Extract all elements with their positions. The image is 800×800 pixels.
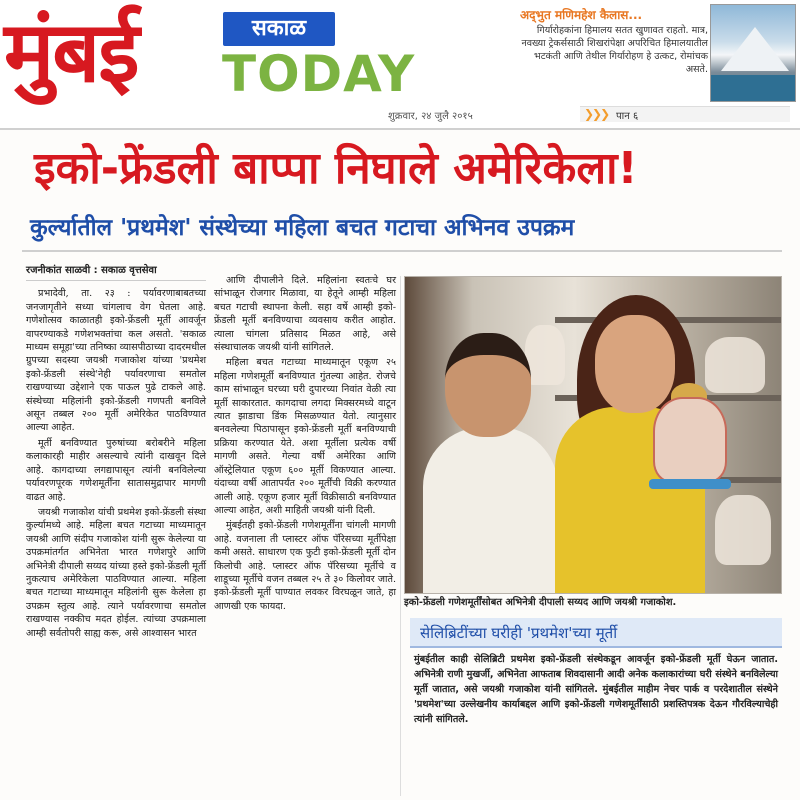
idol-shape <box>525 325 565 385</box>
byline: रजनीकांत साळवी : सकाळ वृत्तसेवा <box>26 264 206 281</box>
page-indicator <box>580 106 790 122</box>
edition-title: TODAY <box>222 45 416 103</box>
idol-shape <box>705 337 765 393</box>
paragraph: मुंबईतही इको-फ्रेंडली गणेशमूर्तींना चांगली मागणी आहे. वजनाला ती प्लास्टर ऑफ पॅरिसच्या मूर्तीपेक्षा कमी असते. साधारण एक फुटी इको-फ्रेंडली मूर्ती दोन किलोची आहे. प्लास्टर ऑफ पॅरिसच्या मूर्तीचे व शाडूच्या मूर्तीचे वजन तब्बल २५ ते ३० किलोवर जाते. इको-फ्रेंडली मूर्ती पाण्यात लवकर विरघळून जाते, हा आणखी एक फायदा. <box>214 520 396 612</box>
ganesha-idol-shape <box>653 397 727 483</box>
text-column-1 <box>26 264 206 642</box>
photo-caption: इको-फ्रेंडली गणेशमूर्तींसोबत अभिनेत्री दीपाली सय्यद आणि जयश्री गजाकोश. <box>404 597 677 608</box>
paragraph: मूर्ती बनविण्यात पुरुषांच्या बरोबरीने महिला कलाकारही माहीर असल्याचे त्यांनी दाखवून दिले आहे. कागदाच्या लगद्यापासून त्यांनी बनविलेल्या पर्यावरणपूरक गणेशमूर्तींना सातासमुद्रापार मागणी वाढत आहे. <box>26 437 206 503</box>
teaser-text: गिर्यारोहकांना हिमालय सतत खुणावत राहतो. मात्र, नवख्या ट्रेकर्ससाठी शिखरांपेक्षा अपरिचित हिमालयातील भटकंती आणि तेथील गिर्यारोहण हे उत्कट, रोमांचक असते. <box>521 25 708 75</box>
article-photo[interactable] <box>404 276 782 594</box>
person-shape <box>423 427 558 594</box>
sidebar-text: मुंबईतील काही सेलिब्रिटी प्रथमेश इको-फ्रेंडली संस्थेकडून आवर्जून इको-फ्रेंडली मूर्ती घेऊन जातात. अभिनेत्री राणी मुखर्जी, अभिनेता आफताब शिवदासानी आदी अनेक कलाकारांच्या घरी संस्थेने बनविलेल्या मूर्ती जातात, असे जयश्री गजाकोश यांनी सांगितले. मुंबईतील माहीम नेचर पार्क व परदेशातील संस्थेने 'प्रथमेश'च्या उल्लेखनीय कार्याबद्दल आणि इको-फ्रेंडली गणेशमूर्तींसाठी प्रशस्तिपत्रक देऊन गौरविल्याचेही त्यांनी सांगितले. <box>414 654 778 725</box>
city-logo: मुंबई <box>4 3 138 101</box>
mountain-peak-shape <box>721 27 789 71</box>
paragraph: प्रभादेवी, ता. २३ : पर्यावरणाबाबतच्या जनजागृतीने सध्या चांगलाच वेग घेतला आहे. गणेशोत्सव काळातही इको-फ्रेंडली मूर्ती आवर्जून वापरण्याकडे गणेशभक्तांचा कल असतो. 'सकाळ माध्यम समूहा'च्या तनिष्का व्यासपीठाच्या दादरमधील ग्रुपच्या सदस्या जयश्री गजाकोश यांच्या 'प्रथमेश इको-फ्रेंडली संस्थे'नेही पर्यावरणाचा समतोल राखण्याच्या उद्देशाने एक पाऊल पुढे टाकले आहे. संस्थेच्या महिलांनी इको-फ्रेंडली गणपती बनविले असून तब्बल २०० मूर्ती अमेरिकेत पाठविण्यात आल्या आहेत. <box>26 288 206 434</box>
person-head-shape <box>595 315 675 413</box>
lake-shape <box>711 75 795 101</box>
column-divider <box>400 276 401 796</box>
paragraph: आणि दीपालीने दिले. महिलांना स्वतःचे घर सांभाळून रोजगार मिळावा, या हेतूने आम्ही महिला बचत गटाची स्थापना केली. सहा वर्षे आम्ही इको-फ्रेंडली मूर्ती बनविण्याचा व्यवसाय करीत आहोत. त्याला चांगला प्रतिसाद मिळत आहे, असे संस्थाचालक जयश्री यांनी सांगितले. <box>214 275 396 354</box>
divider <box>22 250 782 252</box>
idol-shape <box>715 495 771 565</box>
paragraph: महिला बचत गटाच्या माध्यमातून एकूण २५ महिला गणेशमूर्ती बनविण्यात गुंतल्या आहेत. रोजचे काम सांभाळून घरच्या घरी दुपारच्या निवांत वेळी त्या मूर्ती साकारतात. कागदाचा लगदा मिक्सरमध्ये वाटून त्यात झाडाचा डिंक मिसळण्यात येतो. त्यानुसार बनवलेल्या पिठापासून इको-फ्रेंडली मूर्ती बनविण्याची प्रक्रिया करण्यात येते. अशा मूर्तीला प्रत्येक वर्षी मागणी असते. गेल्या वर्षी अमेरिका आणि ऑस्ट्रेलियात एकूण ६०० मूर्ती विकण्यात आल्या. यंदाच्या वर्षी आतापर्यंत २०० मूर्तींची विक्री करण्यात आली आहे. एकूण हजार मूर्ती विक्रीसाठी बनविण्यात आल्या आहेत, अशी माहिती जयश्री यांनी दिली. <box>214 357 396 516</box>
person-head-shape <box>445 333 531 437</box>
brand-logo: सकाळ <box>223 12 335 46</box>
text-column-2 <box>214 274 396 615</box>
issue-date: शुक्रवार, २४ जुलै २०१५ <box>388 111 473 122</box>
article <box>0 128 800 800</box>
teaser-title[interactable]: अद्‍भुत मणिमहेश कैलास... <box>520 8 643 22</box>
subheadline: कुर्ल्यातील 'प्रथमेश' संस्थेच्या महिला बचत गटाचा अभिनव उपक्रम <box>30 215 575 241</box>
paragraph: जयश्री गजाकोश यांची प्रथमेश इको-फ्रेंडली संस्था कुर्ल्यामध्ये आहे. महिला बचत गटाच्या माध्यमातून जयश्री आणि संदीप गजाकोश यांनी सुरू केलेल्या या उपक्रमांतर्गत अभिनेता भारत गणेशपुरे आणि अभिनेत्री दीपाली सय्यद यांच्या हस्ते इको-फ्रेंडली मूर्ती नुकत्याच अमेरिकेला पाठविण्यात आल्या. महिला बचत गटाच्या माध्यमातून महिलांनी सुरू केलेला हा उपक्रम स्तुत्य आहे. त्याने पर्यावरणाचा समतोल राखण्यास नक्कीच मदत होईल. त्यांच्या उपक्रमाला आम्ही सर्वतोपरी साह्य करू, असे आश्वासन भारत <box>26 506 206 639</box>
idol-base-shape <box>649 479 731 489</box>
teaser-photo[interactable] <box>710 4 796 102</box>
page-number: पान ६ <box>616 111 639 122</box>
headline: इको-फ्रेंडली बाप्पा निघाले अमेरिकेला! <box>34 143 638 194</box>
sidebar-title: सेलिब्रिटींच्या घरीही 'प्रथमेश'च्या मूर्ती <box>410 618 782 648</box>
double-chevron-right-icon: ❯❯❯ <box>584 107 609 121</box>
masthead <box>0 0 800 128</box>
